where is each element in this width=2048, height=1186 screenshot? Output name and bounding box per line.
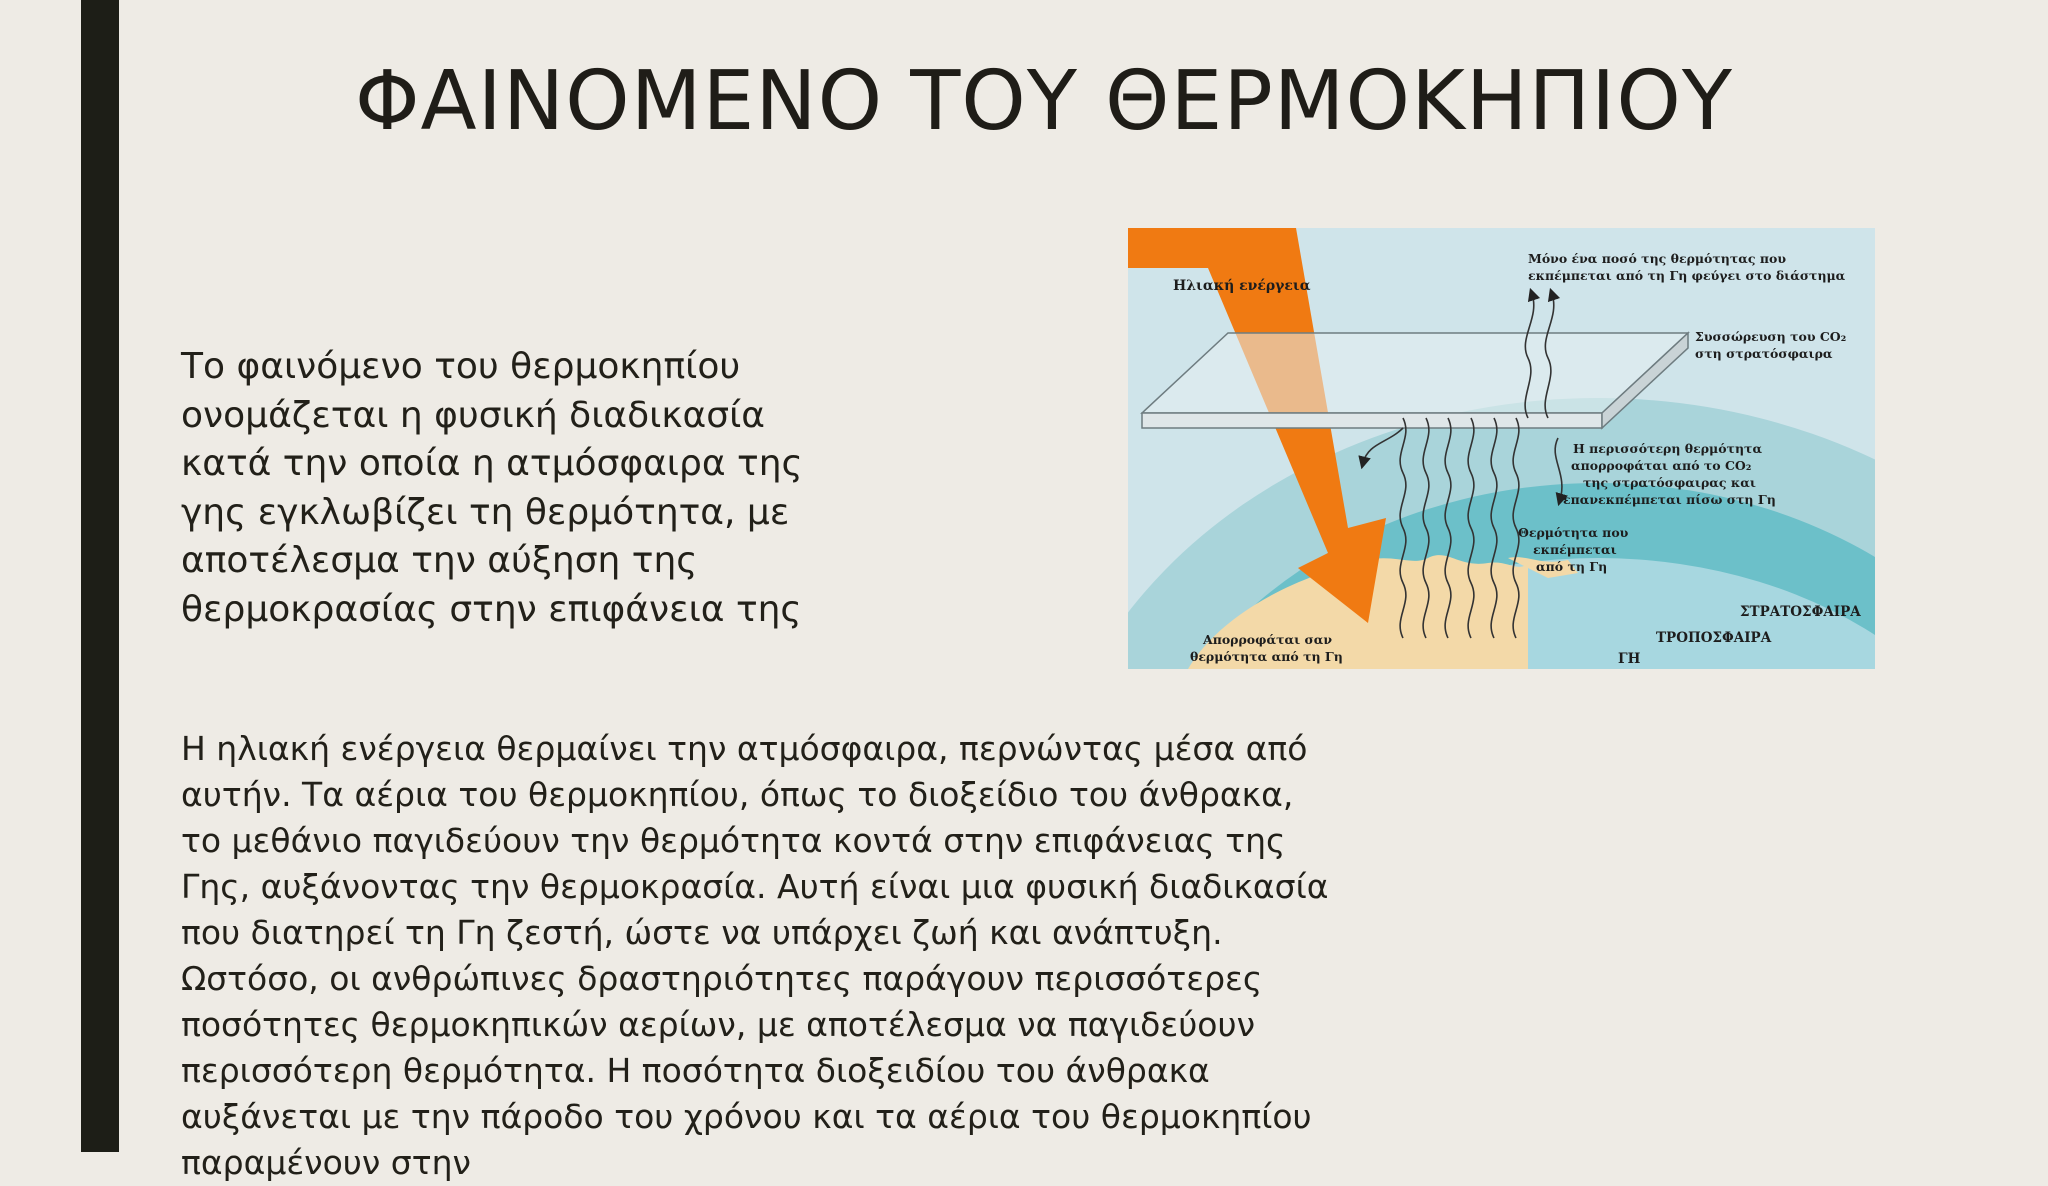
label-emit-line-1: Θερμότητα που xyxy=(1518,525,1629,540)
label-absorb-line-4: επανεκπέμπεται πίσω στη Γη xyxy=(1563,492,1776,507)
label-troposphere: ΤΡΟΠΟΣΦΑΙΡΑ xyxy=(1656,630,1772,646)
label-earth: ΓΗ xyxy=(1618,651,1641,667)
body-paragraph: Η ηλιακή ενέργεια θερμαίνει την ατμόσφαιρα, περνώντας μέσα από αυτήν. Τα αέρια του θερμοκηπίου, όπως το διοξείδιο του άνθρακα, το μεθάνιο παγιδεύουν την θερμότητα κοντά στην επιφάνειας της Γης, αυξάνοντας την θερμοκρασία. Αυτή είναι μια φυσική διαδικασία που διατηρεί τη Γη ζεστή, ώστε να υπάρχει ζωή και ανάπτυξη. Ωστόσο, οι ανθρώπινες δραστηριότητες παράγουν περισσότερες ποσότητες θερμοκηπικών αερίων, με αποτέλεσμα να παγιδεύουν περισσότερη θερμότητα. Η ποσότητα διοξειδίου του άνθρακα αυξάνεται με την πάροδο του χρόνου και τα αέρια του θερμοκηπίου παραμένουν στην xyxy=(181,729,1329,1182)
label-co2-line-1: Συσσώρευση του CO₂ xyxy=(1695,329,1847,344)
label-escape-line-1: Μόνο ένα ποσό της θερμότητας που xyxy=(1528,251,1787,266)
label-emit-line-2: εκπέμπεται xyxy=(1533,542,1617,557)
left-accent-bar xyxy=(81,0,119,1152)
label-solar-energy: Ηλιακή ενέργεια xyxy=(1173,278,1311,294)
label-absorb-line-2: απορροφάται από το CO₂ xyxy=(1571,458,1752,473)
slide-title: ΦΑΙΝΟΜΕΝΟ ΤΟΥ ΘΕΡΜΟΚΗΠΙΟΥ xyxy=(355,54,1733,149)
label-absorb-line-1: Η περισσότερη θερμότητα xyxy=(1573,441,1763,456)
label-absorb-line-3: της στρατόσφαιρας και xyxy=(1583,475,1756,490)
label-stratosphere: ΣΤΡΑΤΟΣΦΑΙΡΑ xyxy=(1740,604,1861,620)
label-emit-line-3: από τη Γη xyxy=(1536,559,1608,574)
label-co2-line-2: στη στρατόσφαιρα xyxy=(1695,346,1833,361)
greenhouse-diagram xyxy=(1128,228,1875,669)
label-escape-line-2: εκπέμπεται από τη Γη φεύγει στο διάστημα xyxy=(1528,268,1846,283)
intro-paragraph: Το φαινόμενο του θερμοκηπίου ονομάζεται η φυσική διαδικασία κατά την οποία η ατμόσφαιρα της γης εγκλωβίζει τη θερμότητα, με αποτέλεσμα την αύξηση της θερμοκρασίας στην επιφάνεια της xyxy=(181,346,803,630)
co2-layer-slab xyxy=(1142,333,1688,413)
label-absorbed-line-2: θερμότητα από τη Γη xyxy=(1190,649,1343,664)
label-absorbed-line-1: Απορροφάται σαν xyxy=(1203,632,1333,647)
